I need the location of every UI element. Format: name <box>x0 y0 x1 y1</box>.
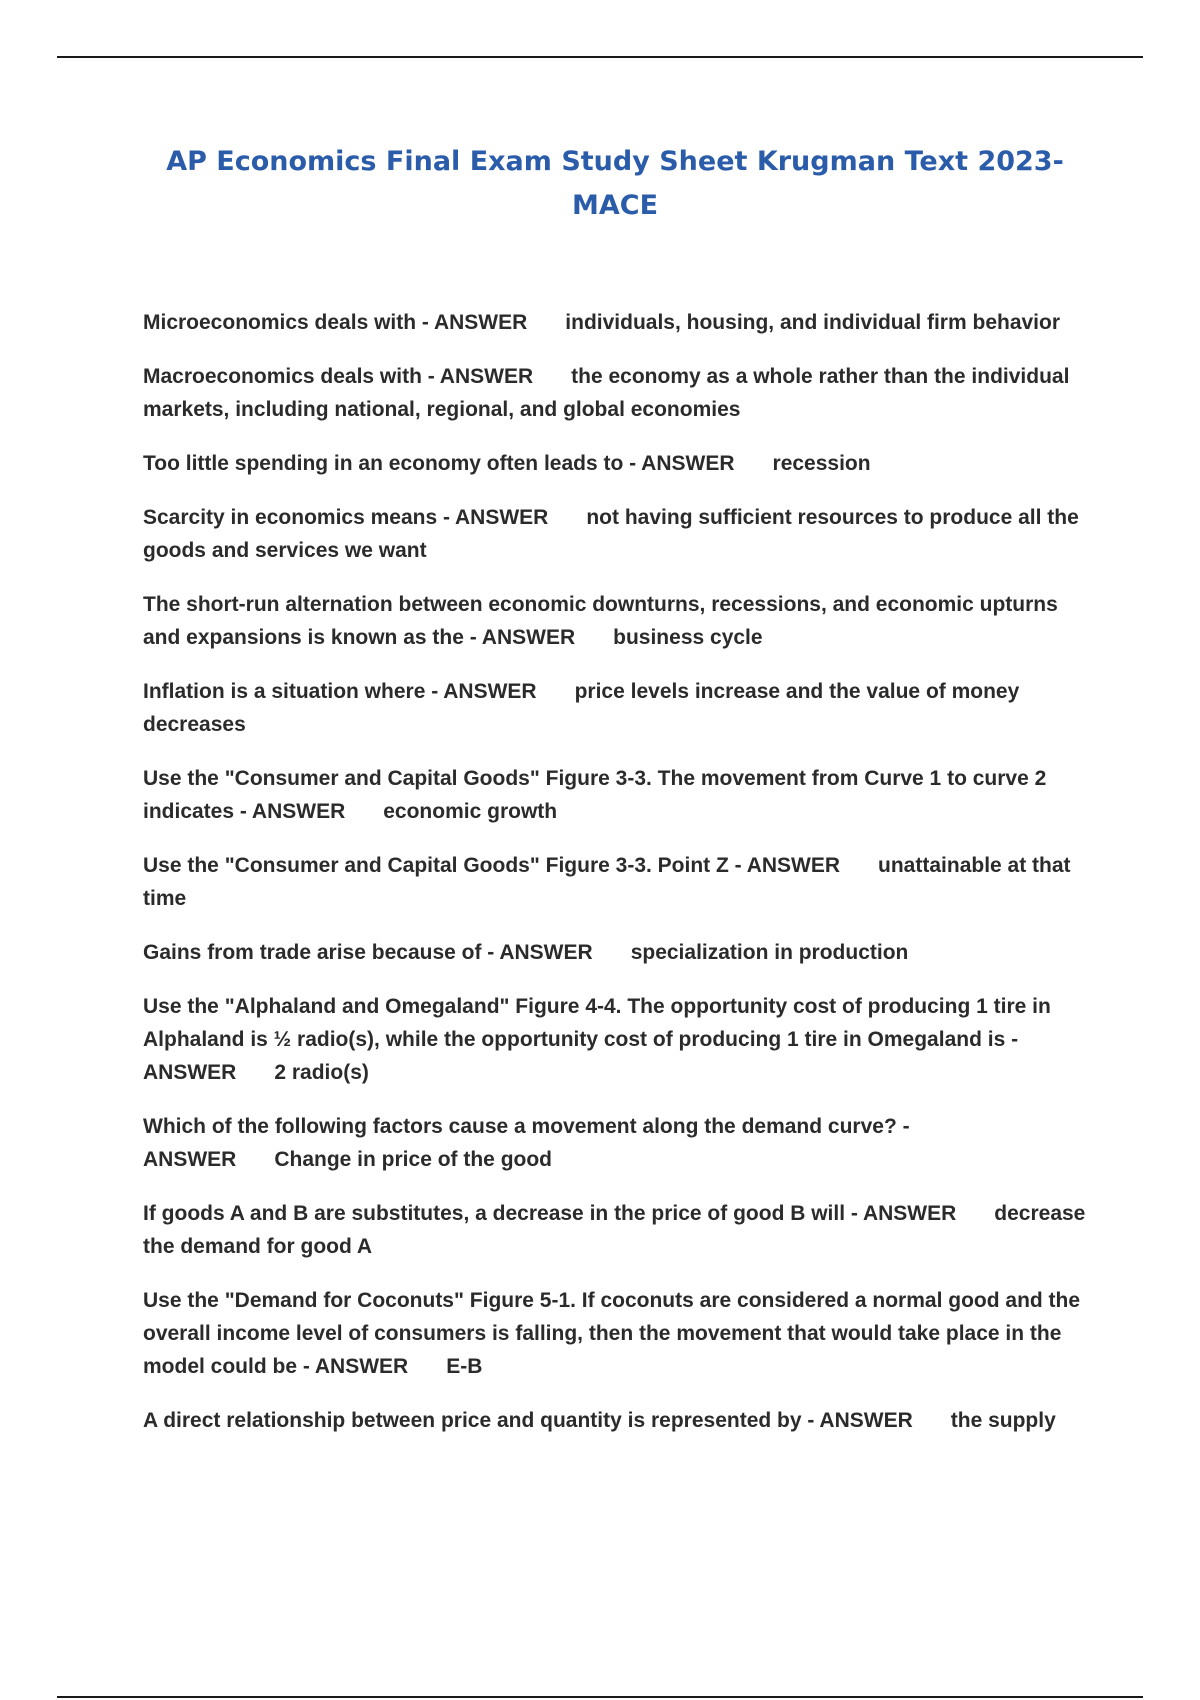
question-text: If goods A and B are substitutes, a decrease in the price of good B will - ANSWER <box>143 1202 957 1225</box>
list-item <box>143 990 1088 1089</box>
list-item <box>143 306 1088 339</box>
qa-list <box>143 306 1088 1458</box>
list-item <box>143 675 1088 741</box>
answer-text: individuals, housing, and individual firm behavior <box>565 311 1061 334</box>
answer-text: specialization in production <box>630 941 909 964</box>
answer-text: decrease the demand for good A <box>143 1202 1086 1258</box>
answer-text: business cycle <box>613 626 763 649</box>
question-text: A direct relationship between price and quantity is represented by - ANSWER <box>143 1409 913 1432</box>
list-item <box>143 849 1088 915</box>
answer-text: E-B <box>446 1355 483 1378</box>
answer-text: recession <box>772 452 871 475</box>
answer-text: unattainable at that time <box>143 854 1071 910</box>
list-item <box>143 501 1088 567</box>
question-text: Use the "Demand for Coconuts" Figure 5-1. If coconuts are considered a normal good and the overall income level of consumers is falling, then the movement that would take place in the model could be - ANSWER <box>143 1289 1081 1378</box>
question-text: Microeconomics deals with - ANSWER <box>143 311 528 334</box>
list-item <box>143 588 1088 654</box>
page-title: AP Economics Final Exam Study Sheet Krugman Text 2023- MACE <box>166 146 1064 221</box>
answer-text: price levels increase and the value of money decreases <box>143 680 1020 736</box>
list-item <box>143 1284 1088 1383</box>
top-rule <box>57 56 1143 58</box>
question-text: Use the "Alphaland and Omegaland" Figure 4-4. The opportunity cost of producing 1 tire in Alphaland is ½ radio(s), while the opportunity cost of producing 1 tire in Omegaland is - ANSWER <box>143 995 1051 1084</box>
list-item <box>143 447 1088 480</box>
question-text: Macroeconomics deals with - ANSWER <box>143 365 534 388</box>
answer-text: economic growth <box>383 800 558 823</box>
answer-text: the economy as a whole rather than the individual markets, including national, regional, and global economies <box>143 365 1070 421</box>
question-text: Use the "Consumer and Capital Goods" Figure 3-3. Point Z - ANSWER <box>143 854 841 877</box>
list-item <box>143 1404 1088 1437</box>
question-text: Use the "Consumer and Capital Goods" Figure 3-3. The movement from Curve 1 to curve 2 indicates - ANSWER <box>143 767 1047 823</box>
question-text: The short-run alternation between economic downturns, recessions, and economic upturns and expansions is known as the - ANSWER <box>143 593 1058 649</box>
answer-text: the supply <box>950 1409 1056 1432</box>
answer-text: 2 radio(s) <box>274 1061 369 1084</box>
list-item <box>143 1197 1088 1263</box>
list-item <box>143 360 1088 426</box>
answer-text: Change in price of the good <box>274 1148 553 1171</box>
list-item <box>143 936 1088 969</box>
bottom-rule <box>57 1696 1143 1698</box>
answer-text: not having sufficient resources to produce all the goods and services we want <box>143 506 1079 562</box>
question-text: Inflation is a situation where - ANSWER <box>143 680 537 703</box>
question-text: Which of the following factors cause a movement along the demand curve? - ANSWER <box>143 1115 910 1171</box>
list-item <box>143 1110 1088 1176</box>
question-text: Scarcity in economics means - ANSWER <box>143 506 549 529</box>
question-text: Gains from trade arise because of - ANSWER <box>143 941 593 964</box>
list-item <box>143 762 1088 828</box>
question-text: Too little spending in an economy often leads to - ANSWER <box>143 452 735 475</box>
